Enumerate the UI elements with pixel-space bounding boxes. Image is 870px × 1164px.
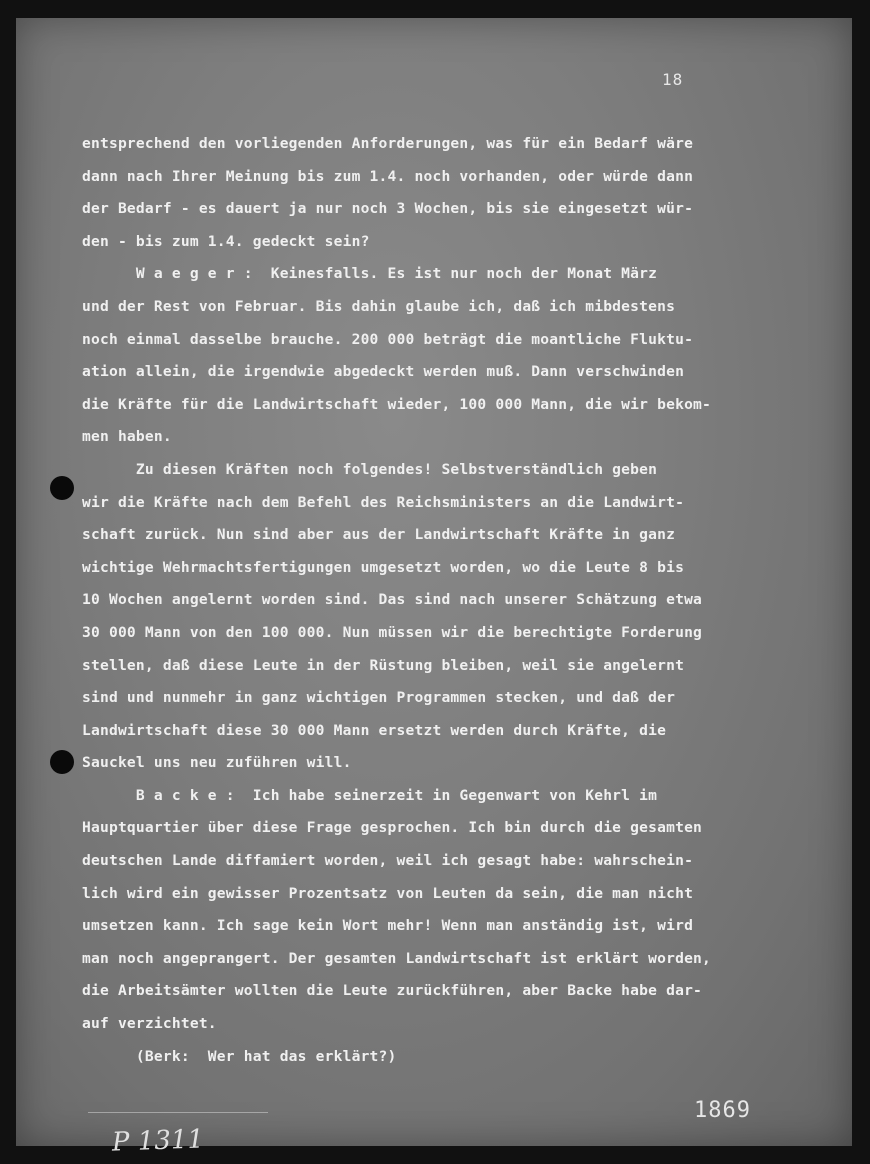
text-line: der Bedarf - es dauert ja nur noch 3 Wochen, bis sie eingesetzt wür- — [82, 200, 694, 218]
text-line: den - bis zum 1.4. gedeckt sein? — [82, 232, 370, 250]
punch-hole-bottom — [50, 750, 74, 774]
text-line: wichtige Wehrmachtsfertigungen umgesetzt worden, wo die Leute 8 bis — [82, 558, 685, 576]
text-line: 30 000 Mann von den 100 000. Nun müssen wir die berechtigte Forderung — [82, 623, 703, 641]
text-line: auf verzichtet. — [82, 1015, 217, 1033]
text-line: Sauckel uns neu zuführen will. — [82, 754, 352, 772]
text-line: W a e g e r : Keinesfalls. Es ist nur noch der Monat März — [82, 265, 658, 283]
pencil-stroke — [88, 1112, 268, 1113]
text-line: ation allein, die irgendwie abgedeckt werden muß. Dann verschwinden — [82, 363, 685, 381]
text-line: (Berk: Wer hat das erklärt?) — [82, 1047, 397, 1065]
text-line: und der Rest von Februar. Bis dahin glaube ich, daß ich mibdestens — [82, 297, 676, 315]
text-line: entsprechend den vorliegenden Anforderungen, was für ein Bedarf wäre — [82, 135, 694, 152]
text-line: schaft zurück. Nun sind aber aus der Landwirtschaft Kräfte in ganz — [82, 526, 676, 544]
text-line: sind und nunmehr in ganz wichtigen Programmen stecken, und daß der — [82, 689, 676, 707]
text-line: Zu diesen Kräften noch folgendes! Selbstverständlich geben — [82, 460, 658, 478]
text-line: dann nach Ihrer Meinung bis zum 1.4. noch vorhanden, oder würde dann — [82, 167, 694, 185]
text-line: Hauptquartier über diese Frage gesprochen. Ich bin durch die gesamten — [82, 819, 703, 837]
text-line: noch einmal dasselbe brauche. 200 000 beträgt die moantliche Fluktu- — [82, 330, 694, 348]
archive-number: 1869 — [694, 1098, 751, 1123]
text-line: deutschen Lande diffamiert worden, weil ich gesagt habe: wahrschein- — [82, 852, 694, 870]
text-line: stellen, daß diese Leute in der Rüstung bleiben, weil sie angelernt — [82, 656, 685, 674]
text-line: man noch angeprangert. Der gesamten Landwirtschaft ist erklärt worden, — [82, 949, 712, 967]
text-line: lich wird ein gewisser Prozentsatz von Leuten da sein, die man nicht — [82, 884, 694, 902]
text-line: die Kräfte für die Landwirtschaft wieder, 100 000 Mann, die wir bekom- — [82, 395, 712, 413]
punch-hole-top — [50, 476, 74, 500]
handwritten-mark: P 1311 — [111, 1124, 205, 1158]
text-line: umsetzen kann. Ich sage kein Wort mehr! Wenn man anständig ist, wird — [82, 917, 694, 935]
typewritten-body — [82, 128, 782, 1073]
text-line: Landwirtschaft diese 30 000 Mann ersetzt werden durch Kräfte, die — [82, 721, 667, 739]
text-line: men haben. — [82, 428, 172, 446]
text-line: B a c k e : Ich habe seinerzeit in Gegenwart von Kehrl im — [82, 786, 658, 804]
page-number: 18 — [662, 70, 684, 89]
text-line: 10 Wochen angelernt worden sind. Das sind nach unserer Schätzung etwa — [82, 591, 703, 609]
text-line: die Arbeitsämter wollten die Leute zurückführen, aber Backe habe dar- — [82, 982, 703, 1000]
text-line: wir die Kräfte nach dem Befehl des Reichsministers an die Landwirt- — [82, 493, 685, 511]
